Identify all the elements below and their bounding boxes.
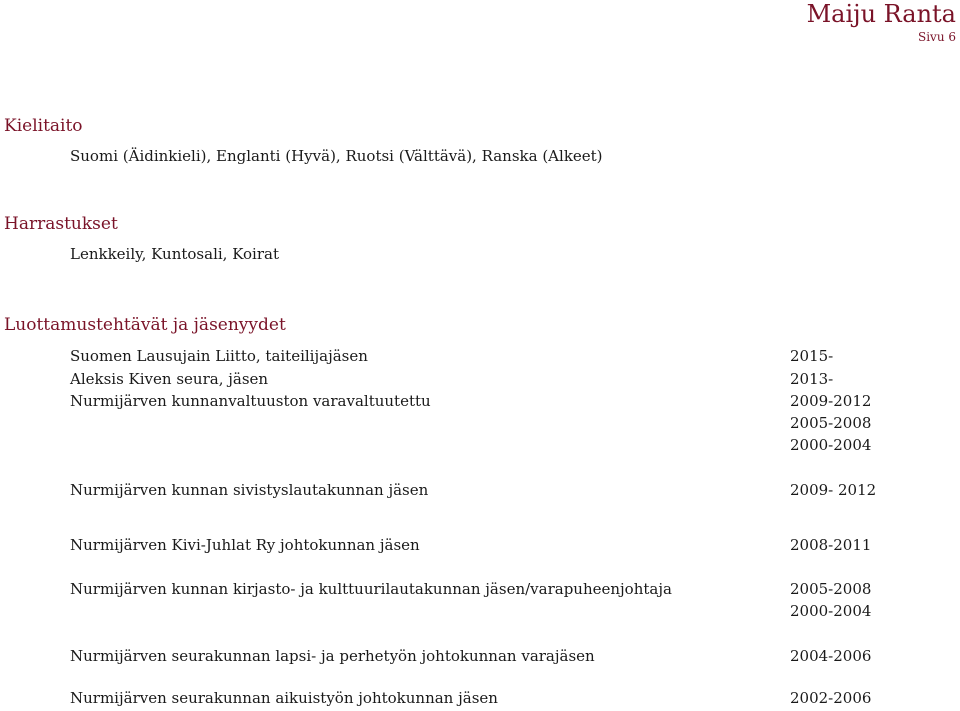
entry-years: 2004-2006: [790, 647, 872, 665]
entry-years: 2000-2004: [790, 602, 872, 620]
entry-years: 2009- 2012: [790, 481, 877, 499]
entry-years: 2002-2006: [790, 689, 872, 707]
entry-years: 2008-2011: [790, 536, 872, 554]
page-number: Sivu 6: [917, 30, 956, 44]
entry-years: 2005-2008: [790, 414, 872, 432]
languages-text: Suomi (Äidinkieli), Englanti (Hyvä), Ruotsi (Välttävä), Ranska (Alkeet): [70, 147, 603, 165]
entry-label: Nurmijärven kunnanvaltuuston varavaltuutettu: [70, 392, 431, 410]
entry-years: 2005-2008: [790, 580, 872, 598]
hobbies-text: Lenkkeily, Kuntosali, Koirat: [70, 245, 279, 263]
entry-label: Nurmijärven Kivi-Juhlat Ry johtokunnan jäsen: [70, 536, 420, 554]
entry-label: Aleksis Kiven seura, jäsen: [70, 370, 269, 388]
section-title-kielitaito: Kielitaito: [4, 116, 83, 136]
section-title-luottamustehtavat: Luottamustehtävät ja jäsenyydet: [4, 315, 286, 335]
section-title-harrastukset: Harrastukset: [4, 214, 118, 234]
entry-years: 2013-: [790, 370, 834, 388]
entry-label: Nurmijärven kunnan sivistyslautakunnan jäsen: [70, 481, 429, 499]
entry-label: Nurmijärven seurakunnan aikuistyön johtokunnan jäsen: [70, 689, 498, 707]
entry-years: 2009-2012: [790, 392, 872, 410]
entry-years: 2015-: [790, 347, 834, 365]
author-name: Maiju Ranta: [806, 0, 956, 28]
entry-years: 2000-2004: [790, 436, 872, 454]
entry-label: Nurmijärven kunnan kirjasto- ja kulttuurilautakunnan jäsen/varapuheenjohtaja: [70, 580, 672, 598]
entry-label: Nurmijärven seurakunnan lapsi- ja perhetyön johtokunnan varajäsen: [70, 647, 595, 665]
entry-label: Suomen Lausujain Liitto, taiteilijajäsen: [70, 347, 368, 365]
